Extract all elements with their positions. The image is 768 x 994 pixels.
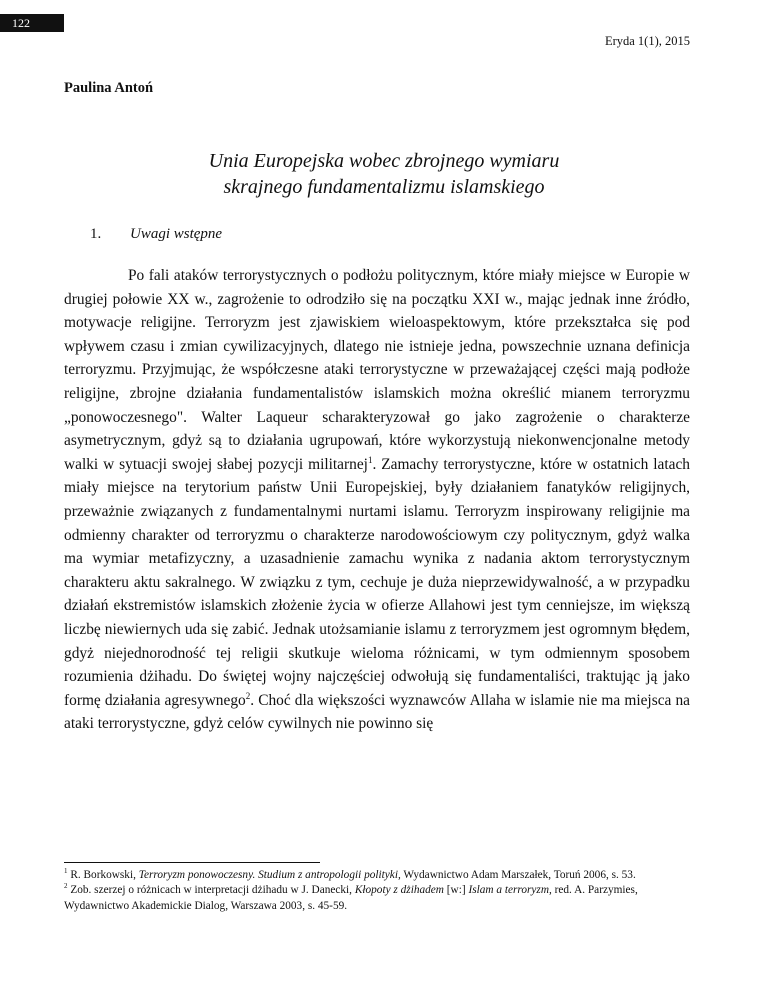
article-title — [0, 148, 768, 200]
footnote-separator — [64, 862, 320, 863]
body-paragraph — [64, 264, 690, 736]
journal-citation: Eryda 1(1), 2015 — [604, 34, 690, 48]
footnote-2 — [64, 883, 690, 914]
page-number: 122 — [0, 14, 64, 32]
body-text-part-1: Po fali ataków terrorystycznych o podłożu politycznym, które miały miejsce w Europie w drugiej połowie XX w., zagrożenie to odrodziło się na początku XXI w., mając jednak inne źródło, motywacje religijne. Terroryzm jest zjawiskiem wieloaspektowym, które przekształca się pod wpływem czasu i zmian cywilizacyjnych, dlatego nie istnieje jedna, powszechnie uznana definicja terroryzmu. Przyjmując, że współczesne ataki terrorystyczne w przeważającej części mają podłoże religijne, zbrojne działania fundamentalistów islamskich można określić mianem terroryzmu „ponowoczesnego". Walter Laqueur scharakteryzował go jako zagrożenie o charakterze asymetrycznym, gdyż są to działania ugrupowań, które wykorzystują niekonwencjonalne metody walki w sytuacji swojej słabej pozycji militarnej — [64, 267, 690, 473]
footnote-ref-2[interactable]: 2 — [245, 690, 251, 701]
footnote-text: red. A. Parzymies, Wydawnictwo Akademickie Dialog, Warszawa 2003, s. 45-59. — [64, 884, 638, 912]
footnote-book-title: Kłopoty z dżihadem — [354, 884, 444, 897]
footnote-book-title: Terroryzm ponowoczesny. Studium z antropologii polityki, — [138, 869, 401, 881]
title-line-1: Unia Europejska wobec zbrojnego wymiaru — [208, 150, 560, 172]
footnote-ref-1[interactable]: 1 — [367, 454, 373, 465]
section-number: 1. — [90, 226, 102, 242]
footnote-text: Wydawnictwo Adam Marszałek, Toruń 2006, s. 53. — [400, 869, 636, 881]
footnote-text: R. Borkowski, — [67, 869, 139, 881]
author-name: Paulina Antoń — [64, 80, 154, 96]
footnote-marker: 2 — [64, 882, 68, 891]
footnote-text: [w:] — [443, 884, 469, 897]
body-text-part-2: . Zamachy terrorystyczne, które w ostatnich latach miały miejsce na terytorium państw Unii Europejskiej, były działaniem fanatyków religijnych, przeważnie związanych z fundamentalnymi nurtami islamu. Terroryzm inspirowany religijnie ma odmienny charakter od terroryzmu o charakterze narodowościowym czy politycznym, gdyż walka ma wymiar metafizyczny, a uzasadnienie zamachu wynika z nadania aktom terrorystycznym charakteru aktu sakralnego. W związku z tym, cechuje je duża nieprzewidywalność, a w przypadku działań ekstremistów islamskich złożenie życia w ofierze Allahowi jest tym cenniejsze, im większą liczbę niewiernych uda się zabić. Jednak utożsamianie islamu z terroryzmem jest ogromnym błędem, gdyż niejednorodność tej religii skutkuje wieloma różnicami, w tym odmiennym sposobem rozumienia dżihadu. Do świętej wojny najczęściej odwołują się fundamentaliści, traktując ją jako formę działania agresywnego — [64, 455, 690, 709]
body-text-part-3: . Choć dla większości wyznawców Allaha w islamie nie ma miejsca na ataki terrorystyczne, gdyż celów cywilnych nie powinno się — [64, 691, 691, 733]
section-label: Uwagi wstępne — [130, 226, 223, 242]
section-heading — [90, 226, 222, 243]
footnote-1 — [64, 868, 690, 883]
title-line-2: skrajnego fundamentalizmu islamskiego — [223, 176, 545, 198]
footnote-text: Zob. szerzej o różnicach w interpretacji dżihadu w J. Danecki, — [67, 884, 355, 897]
footnote-book-title: Islam a terroryzm, — [468, 884, 552, 897]
footnote-marker: 1 — [64, 867, 68, 876]
footnotes — [64, 868, 690, 914]
